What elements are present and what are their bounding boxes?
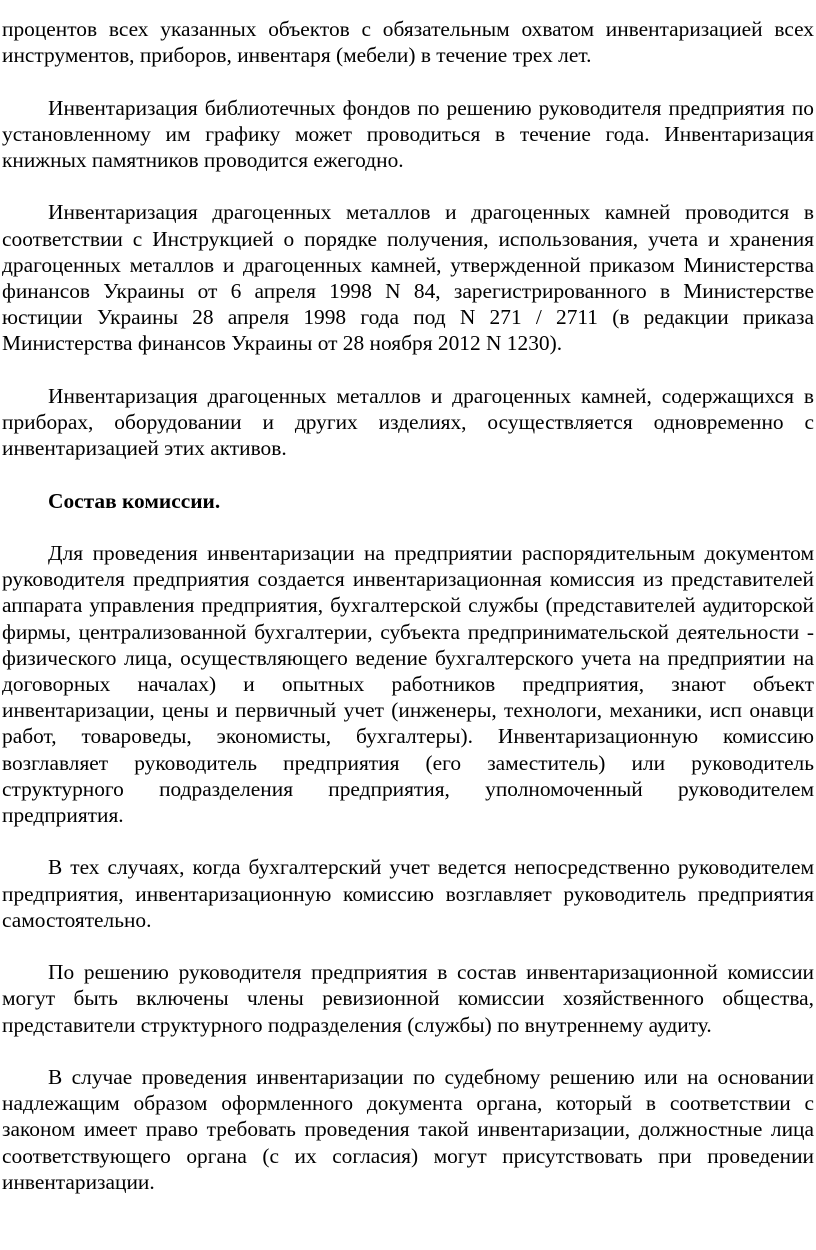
paragraph-library-funds: Инвентаризация библиотечных фондов по решению руководителя предприятия по установленному им графику может проводиться в течение года. Инвентаризация книжных памятников проводится ежегодно. [2, 95, 814, 172]
paragraph-court-decision: В случае проведения инвентаризации по судебному решению или на основании надлежащим образом оформленного документа органа, который в соответствии с законом имеет право требовать проведения такой инвентаризации, должностные лица соответствующего органа (с их согласия) могут присутствовать при проведении инвентаризации. [2, 1065, 814, 1194]
paragraph-audit-members: По решению руководителя предприятия в состав инвентаризационной комиссии могут быть включены члены ревизионной комиссии хозяйственного общества, представители структурного подразделения (службы) по внутреннему аудиту. [2, 960, 814, 1037]
paragraph-metals-in-devices: Инвентаризация драгоценных металлов и драгоценных камней, содержащихся в приборах, оборудовании и других изделиях, осуществляется одновременно с инвентаризацией этих активов. [2, 383, 814, 461]
paragraph-commission-composition: Для проведения инвентаризации на предприятии распорядительным документом руководителя предприятия создается инвентаризационная комиссия из представителей аппарата управления предприятия, бухгалтерской службы (представителей аудиторской фирмы, централизованной бухгалтерии, субъекта предпринимательской деятельности - физического лица, осуществляющего ведение бухгалтерского учета на предприятии на договорных началах) и опытных работников предприятия, знают объект инвентаризации, цены и первичный учет (инженеры, технологи, механики, исп онавци работ, товароведы, экономисты, бухгалтеры). Инвентаризационную комиссию возглавляет руководитель предприятия (его заместитель) или руководитель структурного подразделения предприятия, уполномоченный руководителем предприятия. [2, 540, 814, 828]
paragraph-head-accountant-case: В тех случаях, когда бухгалтерский учет ведется непосредственно руководителем предприятия, инвентаризационную комиссию возглавляет руководитель предприятия самостоятельно. [2, 855, 814, 932]
paragraph-continuation: процентов всех указанных объектов с обязательным охватом инвентаризацией всех инструментов, приборов, инвентаря (мебели) в течение трех лет. [2, 17, 814, 68]
section-heading: Состав комиссии. [48, 488, 221, 513]
paragraph-precious-metals: Инвентаризация драгоценных металлов и драгоценных камней проводится в соответствии с Инструкцией о порядке получения, использования, учета и хранения драгоценных металлов и драгоценных камней, утвержденной приказом Министерства финансов Украины от 6 апреля 1998 N 84, зарегистрированного в Министерстве юстиции Украины 28 апреля 1998 года под N 271 / 2711 (в редакции приказа Министерства финансов Украины от 28 ноября 2012 N 1230). [2, 200, 814, 356]
